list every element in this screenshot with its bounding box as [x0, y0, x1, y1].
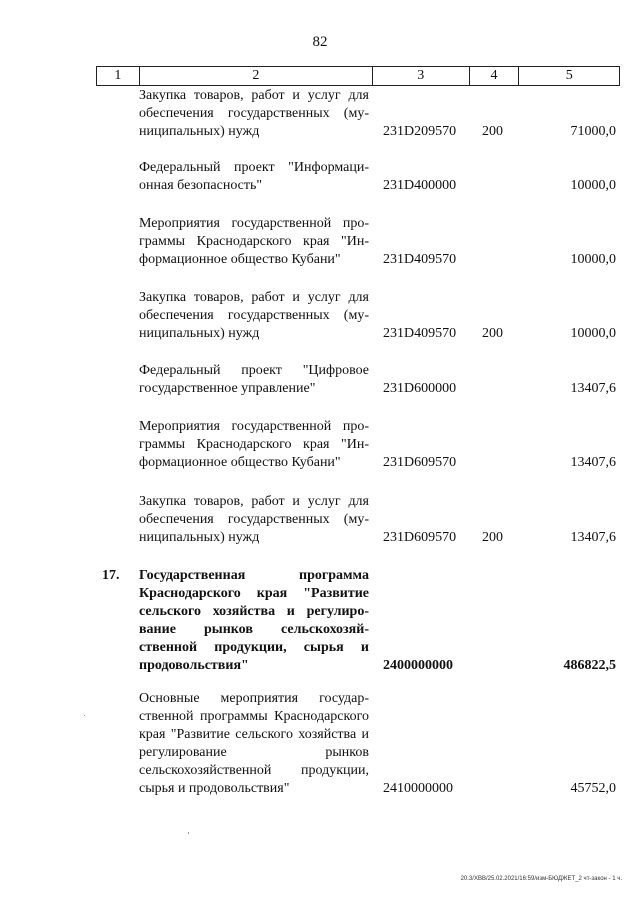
- header-col-5: 5: [565, 68, 573, 83]
- row-type: 200: [482, 124, 503, 139]
- row-code: 231D609570: [383, 530, 457, 545]
- row-code: 2410000000: [383, 781, 453, 796]
- row-code: 2400000000: [383, 658, 453, 673]
- row-type: 200: [482, 530, 503, 545]
- row-amount: 71000,0: [570, 124, 616, 139]
- row-code: 231D409570: [383, 252, 457, 267]
- row-code: 231D609570: [383, 455, 457, 470]
- header-col-3: 3: [373, 67, 470, 85]
- row-amount: 10000,0: [570, 178, 616, 193]
- row-name: Федеральный проект "Информационная безопасность": [139, 160, 369, 193]
- scan-speck: [84, 715, 85, 716]
- row-amount: 13407,6: [570, 530, 616, 545]
- row-amount: 10000,0: [570, 252, 616, 267]
- row-code: 231D209570: [383, 124, 457, 139]
- row-name: Мероприятия государственной программы Краснодарского края "Информационное общество Кубани": [139, 419, 369, 470]
- row-name: Закупка товаров, работ и услуг для обеспечения государственных (муниципальных) нужд: [139, 290, 369, 341]
- row-code: 231D400000: [383, 178, 457, 193]
- page-number: 82: [312, 34, 328, 50]
- row-name: Основные мероприятия государственной программы Краснодарского края "Развитие сельского хозяйства и регулирование рынков сельскохозяйственной продукции, сырья и продовольствия": [139, 691, 369, 796]
- row-amount: 13407,6: [570, 455, 616, 470]
- scan-speck: [188, 832, 189, 834]
- row-type: 200: [482, 326, 503, 341]
- header-col-1: 1: [97, 67, 140, 85]
- table-header: [96, 66, 620, 86]
- row-code: 231D600000: [383, 381, 457, 396]
- row-name: Федеральный проект "Цифровое государственное управление": [139, 363, 369, 396]
- row-number: 17.: [102, 568, 120, 583]
- header-col-4: 4: [470, 67, 520, 85]
- row-name: Закупка товаров, работ и услуг для обеспечения государственных (муниципальных) нужд: [139, 88, 369, 139]
- row-name: Мероприятия государственной программы Краснодарского края "Информационное общество Кубани": [139, 216, 369, 267]
- row-amount: 13407,6: [570, 381, 616, 396]
- row-amount: 45752,0: [570, 781, 616, 796]
- row-amount: 10000,0: [570, 326, 616, 341]
- document-footer: 20.3/ХВВ/25.02.2021/16:59/изм-БЮДЖЕТ_2 чт-закон - 1 ч.: [460, 876, 622, 882]
- row-name: Закупка товаров, работ и услуг для обеспечения государственных (муниципальных) нужд: [139, 494, 369, 545]
- header-col-2: 2: [140, 67, 373, 85]
- row-amount: 486822,5: [563, 658, 616, 673]
- row-name: Государственная программа Краснодарского края "Развитие сельского хозяйства и регулирование рынков сельскохозяйственной продукции, сырья и продовольствия": [139, 568, 369, 673]
- row-code: 231D409570: [383, 326, 457, 341]
